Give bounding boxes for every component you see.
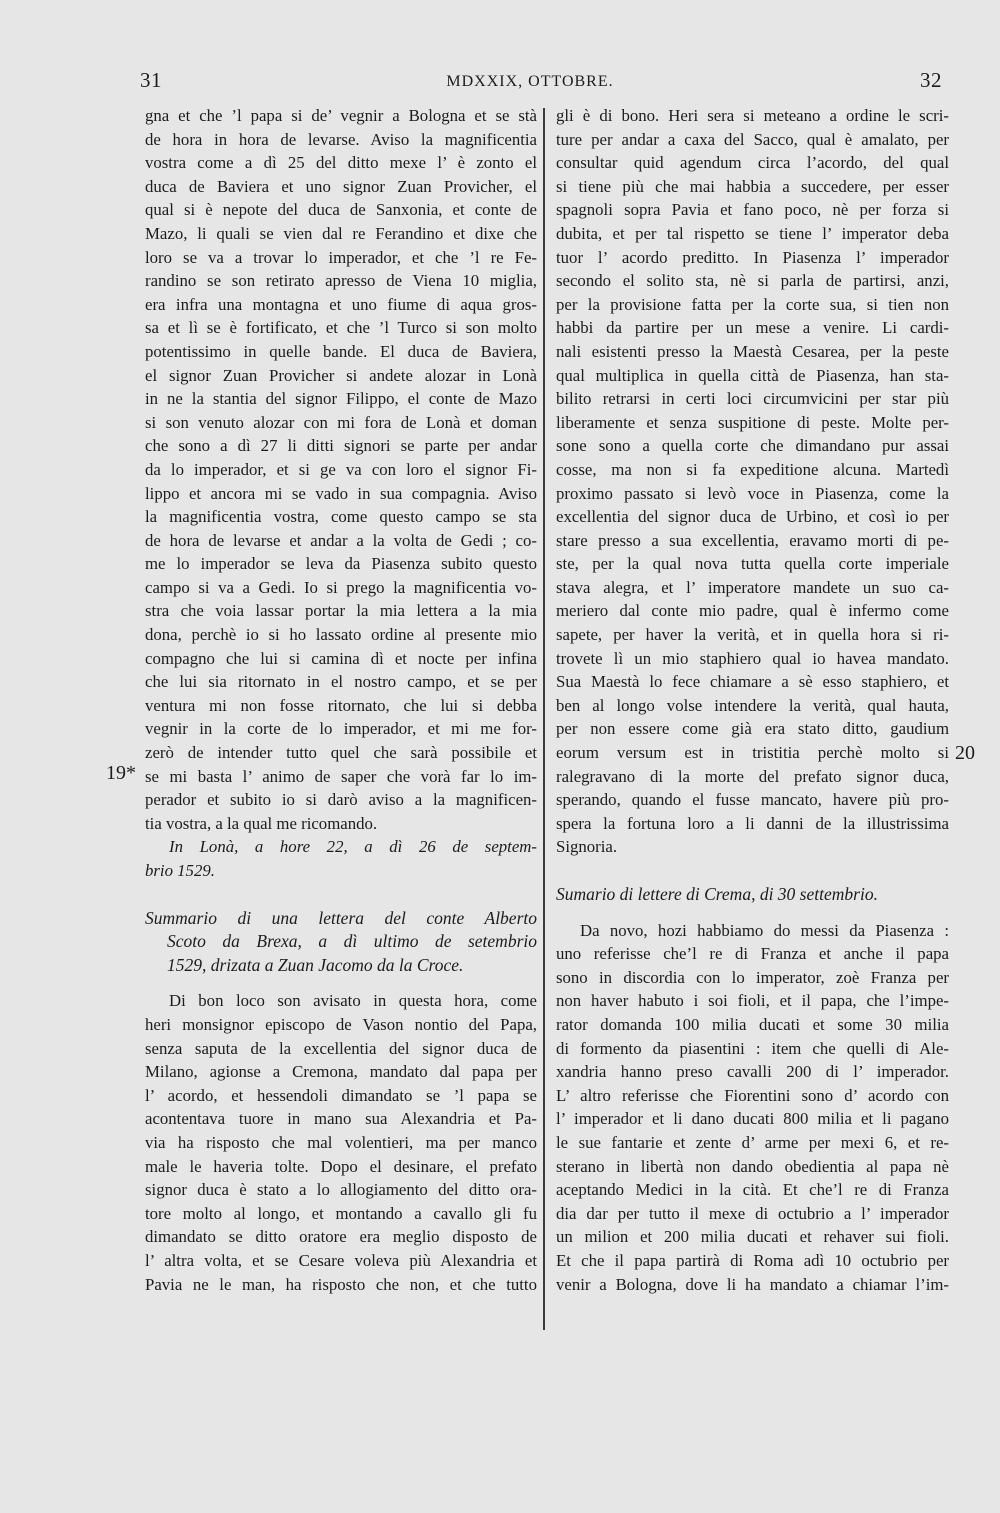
column-divider: [543, 108, 545, 1330]
text-line: senza saputa de la excellentia del signor duca de: [145, 1038, 537, 1058]
text-line: l’ altra volta, et se Cesare voleva più Alexandria et: [145, 1250, 537, 1270]
text-line: vostra come a dì 25 del ditto mexe l’ è zonto el: [145, 153, 537, 173]
letter-heading-scoto: [145, 907, 537, 978]
text-line: cosse, ma non si fa expeditione alcuna. Martedì: [556, 459, 949, 479]
text-line: era infra una montagna et uno fiume di aqua gros-: [145, 294, 537, 314]
text-line: un milion et 200 milia ducati et rehaver sui fioli.: [556, 1227, 949, 1247]
right-column: [556, 104, 949, 1296]
text-line: de hora de levarse et andar a la volta de Gedi ; co-: [145, 530, 537, 550]
text-line: signor duca è stato a lo allogiamento del ditto ora-: [145, 1180, 537, 1200]
text-line: duca de Baviera et uno signor Zuan Provicher, el: [145, 176, 537, 196]
text-line: si tiene più che mai habbia a succedere, per esser: [556, 176, 949, 196]
text-line: spagnoli sopra Pavia et fano poco, nè per forza si: [556, 200, 949, 220]
text-line: eorum versum est in tristitia perchè molto si: [556, 743, 949, 763]
running-title: MDXXIX, OTTOBRE.: [446, 73, 614, 90]
text-line: si son venuto alozar con mi fora de Lonà et doman: [145, 412, 537, 432]
text-line: Sua Maestà lo fece chiamare a sè esso staphiero, et: [556, 672, 949, 692]
text-line: Mazo, li quali se vien dal re Ferandino et dixe che: [145, 223, 537, 243]
heading-line: Scoto da Brexa, a dì ultimo de setembrio: [167, 931, 537, 952]
margin-note-right: 20: [955, 742, 975, 764]
text-line: Signoria.: [556, 837, 618, 857]
text-line: Pavia ne le man, ha risposto che non, et che tutto: [145, 1274, 537, 1294]
text-line: uno referisse che’l re di Franza et anche il papa: [556, 944, 949, 964]
text-line: le sue fantarie et zente d’ arme per mexi 6, et re-: [556, 1132, 949, 1152]
left-column: [145, 104, 537, 1296]
text-line: ben al longo volse intendere la verità, qual hauta,: [556, 695, 949, 715]
text-line: dimandato se ditto oratore era meglio disposto de: [145, 1227, 537, 1247]
text-line: Da novo, hozi habbiamo do messi da Piasenza :: [580, 920, 949, 940]
dateline-line: In Lonà, a hore 22, a dì 26 de septem-: [169, 837, 537, 857]
text-line: l’ acordo, et hessendoli dimandato se ’l papa se: [145, 1085, 537, 1105]
text-line: di formento da piasentini : item che quelli di Ale-: [556, 1038, 949, 1058]
text-line: sa et lì se è fortificato, et che ’l Turco si son molto: [145, 318, 537, 338]
text-line: Et che il papa partirà di Roma adì 10 octubrio per: [556, 1250, 949, 1270]
text-line: spera la fortuna loro a li danni de la illustrissima: [556, 813, 949, 833]
text-line: sperando, quando el fusse mancato, havere più pro-: [556, 790, 949, 810]
text-line: che lui sia ritornato in el nostro campo, et se per: [145, 672, 537, 692]
heading-line: Sumario di lettere di Crema, di 30 settembrio.: [556, 884, 878, 904]
text-line: venir a Bologna, dove li ha mandato a chiamar l’im-: [556, 1274, 949, 1294]
text-line: consultar quid agendum circa l’acordo, del qual: [556, 153, 949, 173]
margin-note-left: 19*: [106, 762, 136, 784]
text-line: stare presso a sua excellentia, eravamo morti di pe-: [556, 530, 949, 550]
text-line: da lo imperador, et si ge va con loro el signor Fi-: [145, 459, 537, 479]
heading-line: 1529, drizata a Zuan Jacomo da la Croce.: [167, 954, 464, 975]
text-line: proximo passato si levò voce in Piasenza, come la: [556, 483, 949, 503]
letter-heading-crema: [556, 883, 949, 907]
text-line: habbi da partire per un mese a venire. Li cardi-: [556, 318, 949, 338]
text-line: campo si va a Gedi. Io si prego la magnificentia vo-: [145, 577, 537, 597]
page-number-left: 31: [140, 68, 162, 92]
text-line: compagno che lui si camina dì et nocte per infina: [145, 648, 537, 668]
dateline: [145, 835, 537, 882]
text-line: via ha risposto che mal volentieri, ma per manco: [145, 1132, 537, 1152]
text-line: tore molto al longo, et montando a cavallo gli fu: [145, 1203, 537, 1223]
text-line: randino se son retirato apresso de Viena 10 miglia,: [145, 271, 537, 291]
text-line: l’ imperador et li dano ducati 800 milia et li pagano: [556, 1109, 949, 1129]
text-line: ste, per la qual nova tutta quella corte imperiale: [556, 554, 949, 574]
text-line: sterano in libertà non dando obedientia al papa nè: [556, 1156, 949, 1176]
heading-line: Summario di una lettera del conte Alberto: [145, 907, 537, 928]
text-line: secondo el solito sta, nè si parla de partirsi, anzi,: [556, 271, 949, 291]
text-line: stava alegra, et l’ imperatore mandete un suo ca-: [556, 577, 949, 597]
text-line: acontentava tuore in mano sua Alexandria et Pa-: [145, 1109, 537, 1129]
text-line: ralegravano di la morte del prefato signor duca,: [556, 766, 949, 786]
text-line: per non essere come già era stato ditto, gaudium: [556, 719, 949, 739]
text-line: qual multiplica in quella città de Piasenza, han sta-: [556, 365, 949, 385]
text-line: L’ altro referisse che Fiorentini sono d’ acordo con: [556, 1085, 949, 1105]
text-line: de hora in hora de levarse. Aviso la magnificentia: [145, 129, 537, 149]
text-line: me lo imperador se leva da Piasenza subito questo: [145, 554, 537, 574]
text-line: che sono a dì 27 li ditti signori se parte per andar: [145, 436, 537, 456]
text-line: meriero dal conte mio padre, qual è infermo come: [556, 601, 949, 621]
text-line: tuor l’ acordo preditto. In Piasenza l’ imperador: [556, 247, 949, 267]
page-number-right: 32: [920, 68, 942, 92]
text-line: la magnificentia vostra, come questo campo se sta: [145, 507, 537, 527]
text-line: aceptando Medici in la cità. Et che’l re di Franza: [556, 1180, 949, 1200]
text-line: Di bon loco son avisato in questa hora, come: [169, 991, 537, 1011]
text-line: zerò de intender tutto quel che sarà possibile et: [145, 743, 537, 763]
text-line: heri monsignor episcopo de Vason nontio del Papa,: [145, 1014, 537, 1034]
text-line: xandria hanno preso cavalli 200 di l’ imperador.: [556, 1062, 949, 1082]
left-paragraph-2: [145, 989, 537, 1296]
text-line: per la provisione fatta per la corte sua, si tien non: [556, 294, 949, 314]
text-line: liberamente et senza suspitione di peste. Molte per-: [556, 412, 949, 432]
text-line: loro se va a trovar lo imperador, et che ’l re Fe-: [145, 247, 537, 267]
text-line: nali esistenti presso la Maestà Cesarea, per la peste: [556, 341, 949, 361]
text-line: excellentia del signor duca de Urbino, et così io per: [556, 507, 949, 527]
text-line: vegnir in la corte de lo imperador, et mi me for-: [145, 719, 537, 739]
text-line: ventura mi non fosse ritornato, che lui si debba: [145, 695, 537, 715]
left-paragraph-1: [145, 104, 537, 835]
text-line: dubita, et per tal rispetto se tiene l’ imperator deba: [556, 223, 949, 243]
text-line: bilito retrarsi in certi loci circumvicini per star più: [556, 389, 949, 409]
text-line: perador et subito io si darò aviso a la magnificen-: [145, 790, 537, 810]
text-line: tia vostra, a la qual me ricomando.: [145, 813, 378, 833]
text-line: Milano, agionse a Cremona, mandato dal papa per: [145, 1062, 537, 1082]
text-line: dona, perchè io si ho lassato ordine al presente mio: [145, 625, 537, 645]
text-line: rator domanda 100 milia ducati et some 30 milia: [556, 1014, 949, 1034]
text-line: male le haveria tolte. Dopo el desinare, el prefato: [145, 1156, 537, 1176]
text-line: trovete lì un mio staphiero qual io havea mandato.: [556, 648, 949, 668]
text-line: lippo et ancora mi se vado in sua compagnia. Aviso: [145, 483, 537, 503]
text-line: in ne la stantia del signor Filippo, el conte de Mazo: [145, 389, 537, 409]
text-line: ture per andar a caxa del Sacco, qual è amalato, per: [556, 129, 949, 149]
right-paragraph-1: [556, 104, 949, 859]
text-line: sapete, per haver la verità, et in quella hora si ri-: [556, 625, 949, 645]
dateline-line: brio 1529.: [145, 861, 215, 880]
text-line: qual si è nepote del duca de Sanxonia, et conte de: [145, 200, 537, 220]
text-line: non haver habuto i soi fioli, et il papa, che l’impe-: [556, 991, 949, 1011]
text-line: gna et che ’l papa si de’ vegnir a Bologna et se stà: [145, 106, 537, 125]
text-line: stra che voia lassar portar la mia lettera a la mia: [145, 601, 537, 621]
text-line: gli è di bono. Heri sera si meteano a ordine le scri-: [556, 106, 949, 125]
text-line: el signor Zuan Provicher si andete alozar in Lonà: [145, 365, 537, 385]
text-line: potentissimo in quelle bande. El duca de Baviera,: [145, 341, 537, 361]
text-line: sono in discordia con lo imperator, zoè Franza per: [556, 967, 949, 987]
text-line: sone sono a quella corte che dimandano pur assai: [556, 436, 949, 456]
text-line: se mi basta l’ animo de saper che vorà far lo im-: [145, 766, 537, 786]
right-paragraph-2: [556, 919, 949, 1297]
text-line: dia dar per tutto il mexe di octubrio a l’ imperador: [556, 1203, 949, 1223]
